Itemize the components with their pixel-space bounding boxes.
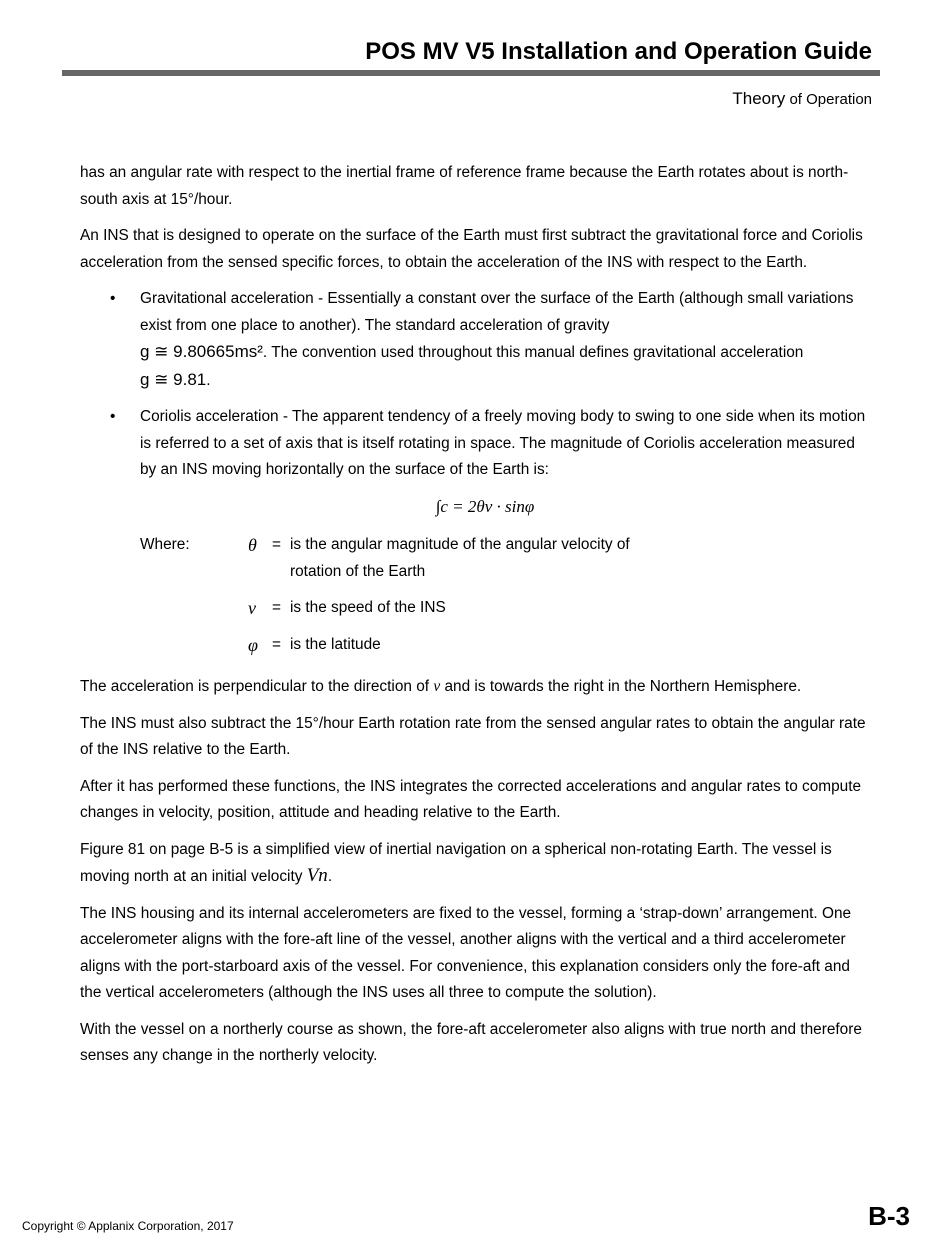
velocity-symbol: ν: [433, 678, 441, 695]
page-number: B-3: [868, 1201, 910, 1231]
coriolis-equation: [80, 494, 870, 521]
paragraph-4: The INS must also subtract the 15°/hour Earth rotation rate from the sensed angular rates to obtain the angular rate of the INS relative to the Earth.: [80, 714, 866, 758]
page-body: [80, 160, 870, 1080]
paragraph-5: After it has performed these functions, the INS integrates the corrected accelerations and angular rates to compute changes in velocity, position, attitude and heading relative to the Earth.: [80, 777, 862, 821]
section-name-main: Theory: [732, 89, 786, 108]
equation-text: ∫c = 2θν · sinφ: [435, 496, 535, 516]
bullet-marker: •: [110, 408, 116, 425]
document-title: POS MV V5 Installation and Operation Guide: [365, 38, 872, 65]
bullet-coriolis: [80, 404, 870, 484]
paragraph-3: [80, 674, 870, 701]
header-divider: [62, 70, 880, 76]
gravity-formula-convention: g ≅ 9.81: [140, 369, 207, 389]
definition: is the latitude: [290, 636, 381, 653]
symbol: θ: [248, 535, 257, 555]
paragraph-6-start: Figure 81 on page B-5 is a simplified view of inertial navigation on a spherical non-rotating Earth. The vessel is moving north at an initial velocity: [80, 840, 832, 885]
equals-sign: =: [272, 636, 281, 653]
paragraph-8: With the vessel on a northerly course as shown, the fore-aft accelerometer also aligns with true north and therefore senses any change in the northerly velocity.: [80, 1020, 862, 1064]
where-list: [80, 528, 870, 668]
definition: is the speed of the INS: [290, 599, 446, 616]
bullet-1-text: Gravitational acceleration - Essentially a constant over the surface of the Earth (although small variations exist from one place to another). The standard acceleration of gravity: [140, 290, 854, 334]
where-label: Where:: [140, 536, 190, 553]
paragraph-3-end: and is towards the right in the Northern Hemisphere.: [444, 678, 802, 695]
initial-velocity-symbol: Vn: [306, 865, 328, 886]
section-name-rest: of Operation: [785, 91, 872, 108]
paragraph-6-end: .: [327, 868, 333, 885]
paragraph-1: has an angular rate with respect to the inertial frame of reference frame because the Earth rotates about is north-south axis at 15°/hour.: [80, 164, 849, 208]
gravity-formula-standard: g ≅ 9.80665ms²: [140, 342, 263, 361]
equals-sign: =: [272, 536, 281, 553]
equals-sign: =: [272, 599, 281, 616]
paragraph-2: An INS that is designed to operate on the surface of the Earth must first subtract the gravitational force and Coriolis acceleration from the sensed specific forces, to obtain the acceleration of the INS with respect to the Earth.: [80, 227, 863, 271]
copyright-notice: Copyright © Applanix Corporation, 2017: [22, 1219, 234, 1233]
section-name: [732, 89, 872, 109]
bullet-1-end: .: [206, 371, 211, 389]
definition: is the angular magnitude of the angular velocity of rotation of the Earth: [290, 536, 630, 580]
bullet-gravitational: [80, 286, 870, 394]
paragraph-7: The INS housing and its internal accelerometers are fixed to the vessel, forming a ‘strap-down’ arrangement. One accelerometer aligns with the fore-aft line of the vessel, another aligns with the vertical and a third accelerometer aligns with the port-starboard axis of the vessel. For convenience, this explanation considers only the fore-aft and the vertical accelerometers (although the INS uses all three to compute the solution).: [80, 904, 852, 1001]
paragraph-6: [80, 837, 870, 891]
paragraph-3-start: The acceleration is perpendicular to the direction of: [80, 678, 430, 695]
symbol: ν: [248, 598, 256, 618]
bullet-marker: •: [110, 290, 116, 307]
bullet-2-text: Coriolis acceleration - The apparent tendency of a freely moving body to swing to one side when its motion is referred to a set of axis that is itself rotating in space. The magnitude of Coriolis acceleration measured by an INS moving horizontally on the surface of the Earth is:: [140, 408, 866, 478]
bullet-1-text-2: . The convention used throughout this manual defines gravitational acceleration: [262, 344, 804, 361]
symbol: φ: [248, 635, 258, 655]
